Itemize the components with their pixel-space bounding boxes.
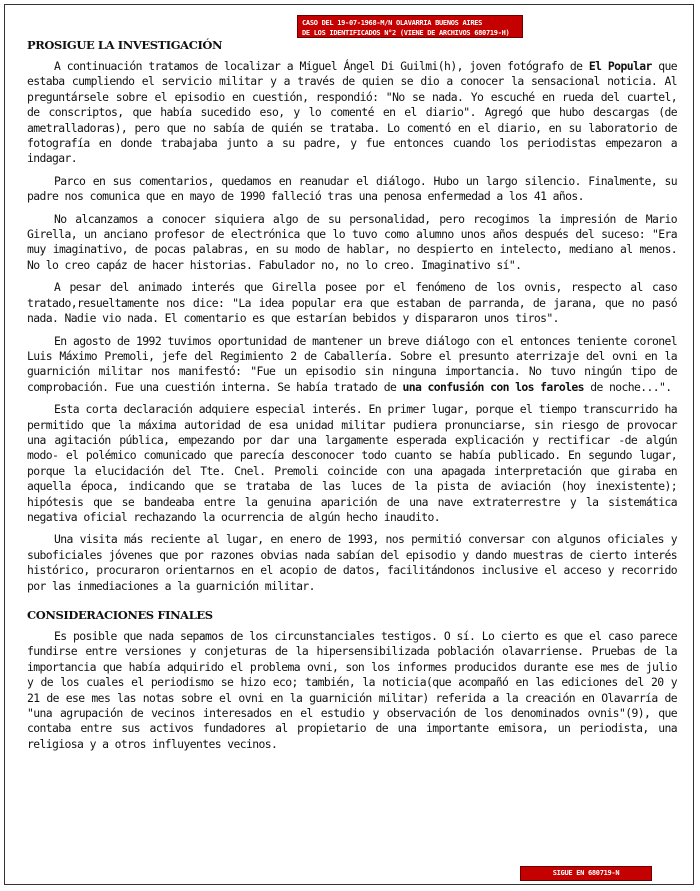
section-consideraciones-body — [27, 629, 677, 752]
text-run: A pesar del animado interés que Girella posee por el fenómeno de los ovnis, respecto al caso tratado,resueltamente nos dice: "La idea popular era que estaban de parranda, de jarana, que no pasó nada. Nadie vio nada. El comentario es que estarían bebidos y dispararon unos tiros". — [27, 280, 677, 326]
text-run: Parco en sus comentarios, quedamos en reanudar el diálogo. Hubo un largo silencio. Finalmente, su padre nos comunica que en mayo de 1990 falleció tras una penosa enfermedad a los 41 años. — [27, 173, 677, 204]
case-reference-line-1: CASO DEL 19-07-1968-M/N OLAVARRIA BUENOS AIRES — [302, 19, 483, 27]
text-run: de noche...". — [583, 379, 672, 394]
paragraph — [27, 402, 677, 525]
section-investigacion-body — [27, 59, 677, 594]
text-run: A continuación tratamos de localizar a Miguel Ángel Di Guilmi(h), joven fotógrafo de — [54, 59, 589, 73]
bold-phrase: una confusión con los faroles — [402, 379, 584, 394]
case-reference-stamp — [297, 15, 523, 38]
paragraph — [27, 532, 677, 594]
paragraph — [27, 334, 677, 396]
continuation-stamp: SIGUE EN 680719-N — [520, 866, 652, 881]
section-heading-investigacion: PROSIGUE LA INVESTIGACIÓN — [27, 38, 223, 52]
paragraph — [27, 174, 677, 205]
text-run: En agosto de 1992 tuvimos oportunidad de mantener un breve diálogo con el entonces teniente coronel Luis Máximo Premoli, jefe del Regimiento 2 de Caballería. Sobre el presunto aterrizaje del ovni en la guarnición militar nos manifestó: "Fue un episodio sin ninguna importancia. No tuvo ningún tipo de comprobación. Fue una cuestión interna. Se había tratado de — [27, 333, 677, 394]
paragraph — [27, 629, 677, 752]
paragraph — [27, 59, 677, 167]
text-run: Una visita más reciente al lugar, en enero de 1993, nos permitió conversar con algunos oficiales y suboficiales jóvenes que por razones obvias nada sabían del episodio y dando muestras de cierto interés histórico, procuraron orientarnos en el acopio de datos, facilitándonos inclusive el acceso y recorrido por las inmediaciones a la guarnición militar. — [27, 532, 677, 593]
paragraph — [27, 212, 677, 274]
text-run: Esta corta declaración adquiere especial interés. En primer lugar, porque el tiempo transcurrido ha permitido que la máxima autoridad de esa unidad militar pudiera pronunciarse, sin riesgo de provocar una agitación pública, empezando por dar una largamente esperada explicación y rectificar -de algún modo- el polémico comunicado que parecía desconocer todo cuanto se había publicado. En segundo lugar, porque la elucidación del Tte. Cnel. Premoli coincide con una apagada interpretación que giraba en aquella época, indicando que se trataba de las luces de la pista de aviación (hoy inexistente); hipótesis que se bandeaba entre la genuina aparición de una nave extraterrestre y la sistemática negativa oficial rechazando la ocurrencia de algún hecho inaudito. — [27, 402, 677, 524]
paragraph — [27, 280, 677, 326]
section-heading-consideraciones: CONSIDERACIONES FINALES — [27, 608, 213, 622]
text-run: Es posible que nada sepamos de los circunstanciales testigos. O sí. Lo cierto es que el caso parece fundirse entre versiones y conjeturas de la hipersensibilizada población olavarriense. Pruebas de la importancia que había adquirido el problema ovni, son los informes producidos durante ese mes de julio y de los cuales el periodismo se hizo eco; también, la noticia(que acompañó en las ediciones del 20 y 21 de ese mes las notas sobre el ovni en la guarnición militar) referida a la creación en Olavarría de "una agrupación de vecinos interesados en el estudio y observación de los denominados ovnis"(9), que contaba entre sus activos fundadores al propietario de una importante emisora, un periodista, una religiosa y a otros influyentes vecinos. — [27, 629, 677, 751]
case-reference-line-2: DE LOS IDENTIFICADOS N°2 (VIENE DE ARCHIVOS 680719-H) — [302, 29, 510, 37]
text-run: que estaba cumpliendo el servicio militar y a través de quien se dio a conocer la sensacional noticia. Al preguntársele sobre el episodio en cuestión, respondió: "No se nada. Yo escuché en rueda del cuartel, de conscriptos, que había sucedido eso, y lo comenté en el diario". Agregó que hubo descargas (de ametralladoras), pero que no sabía de quién se trataba. Lo comentó en el diario, en su laboratorio de fotografía en donde trabajaba junto a su padre, y fue entonces cuando los periodistas empezaron a indagar. — [27, 59, 677, 166]
text-run: No alcanzamos a conocer siquiera algo de su personalidad, pero recogimos la impresión de Mario Girella, un anciano profesor de electrónica que lo tuvo como alumno unos años después del suceso: "Era muy imaginativo, de pocas palabras, en su modo de hablar, no despierto en intelecto, mediano al menos. No lo creo capáz de hacer historias. Fabulador no, no lo creo. Imaginativo sí". — [27, 211, 677, 272]
bold-phrase: El Popular — [588, 59, 652, 73]
document-body — [27, 38, 677, 759]
